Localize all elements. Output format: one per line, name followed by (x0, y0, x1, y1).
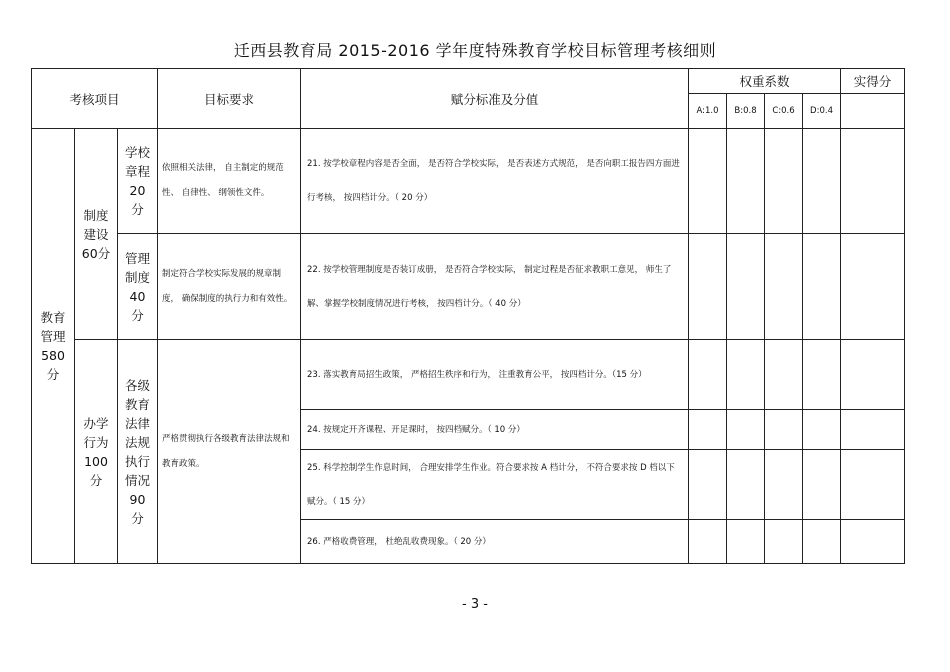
header-weight: 权重系数 (689, 69, 841, 94)
score-cell (803, 340, 841, 410)
score-cell (803, 129, 841, 234)
level2-cell (75, 340, 118, 564)
level3-cell (118, 129, 158, 234)
score-cell (765, 129, 803, 234)
header-goal: 目标要求 (158, 69, 301, 129)
criteria-cell: 26. 严格收费管理， 杜绝乱收费现象。（ 20 分） (301, 520, 689, 564)
score-cell (803, 410, 841, 450)
page-number: - 3 - (462, 597, 488, 612)
actual-blank (841, 94, 905, 129)
header-actual: 实得分 (841, 69, 905, 94)
table-row (32, 234, 905, 340)
goal-cell: 制定符合学校实际发展的规章制度， 确保制度的执行力和有效性。 (158, 234, 301, 340)
level3-label: 学校章程20分 (124, 145, 150, 217)
header-project: 考核项目 (32, 69, 158, 129)
coef-d: D:0.4 (803, 94, 841, 129)
actual-score-cell (841, 410, 905, 450)
table-row (32, 340, 905, 410)
score-cell (727, 520, 765, 564)
score-cell (765, 234, 803, 340)
criteria-cell: 21. 按学校章程内容是否全面， 是否符合学校实际， 是否表述方式规范， 是否向职工报告四方面进行考核， 按四档计分。（ 20 分） (301, 129, 689, 234)
score-cell (765, 340, 803, 410)
header-criteria: 赋分标准及分值 (301, 69, 689, 129)
level1-label: 教育管理580分 (40, 310, 66, 382)
actual-score-cell (841, 234, 905, 340)
coef-a: A:1.0 (689, 94, 727, 129)
score-cell (727, 234, 765, 340)
score-cell (765, 410, 803, 450)
level2-label: 办学行为100分 (83, 415, 109, 488)
coef-c: C:0.6 (765, 94, 803, 129)
document-title: 迁西县教育局 2015-2016 学年度特殊教育学校目标管理考核细则 (233, 41, 717, 60)
score-cell (689, 129, 727, 234)
score-cell (765, 520, 803, 564)
table-row (32, 129, 905, 234)
goal-cell: 依照相关法律， 自主制定的规范性、 自律性、 纲领性文件。 (158, 129, 301, 234)
score-cell (689, 410, 727, 450)
header-row-1 (32, 69, 905, 94)
score-cell (689, 340, 727, 410)
criteria-cell: 22. 按学校管理制度是否装订成册， 是否符合学校实际， 制定过程是否征求教职工意见， 师生了解、掌握学校制度情况进行考核， 按四档计分。（ 40 分） (301, 234, 689, 340)
level2-label: 制度建设60分 (81, 207, 111, 261)
score-cell (727, 129, 765, 234)
criteria-cell: 25. 科学控制学生作息时间， 合理安排学生作业。符合要求按 A 档计分， 不符合要求按 D 档以下赋分。（ 15 分） (301, 450, 689, 520)
score-cell (689, 520, 727, 564)
criteria-cell: 24. 按规定开齐课程、开足课时， 按四档赋分。（ 10 分） (301, 410, 689, 450)
score-cell (727, 410, 765, 450)
level3-cell (118, 234, 158, 340)
level3-label: 各级教育法律法规执行情况90分 (124, 377, 150, 526)
level2-cell (75, 129, 118, 340)
score-cell (803, 234, 841, 340)
score-cell (727, 340, 765, 410)
level3-label: 管理制度40分 (124, 250, 150, 323)
score-cell (689, 234, 727, 340)
score-cell (803, 450, 841, 520)
criteria-cell: 23. 落实教育局招生政策， 严格招生秩序和行为， 注重教育公平， 按四档计分。（15 分） (301, 340, 689, 410)
score-cell (689, 450, 727, 520)
actual-score-cell (841, 450, 905, 520)
score-cell (765, 450, 803, 520)
actual-score-cell (841, 520, 905, 564)
coef-b: B:0.8 (727, 94, 765, 129)
level1-cell (32, 129, 75, 564)
score-cell (803, 520, 841, 564)
level3-cell (118, 340, 158, 564)
actual-score-cell (841, 129, 905, 234)
goal-cell: 严格贯彻执行各级教育法律法规和教育政策。 (158, 340, 301, 564)
score-cell (727, 450, 765, 520)
assessment-table (31, 68, 905, 564)
actual-score-cell (841, 340, 905, 410)
